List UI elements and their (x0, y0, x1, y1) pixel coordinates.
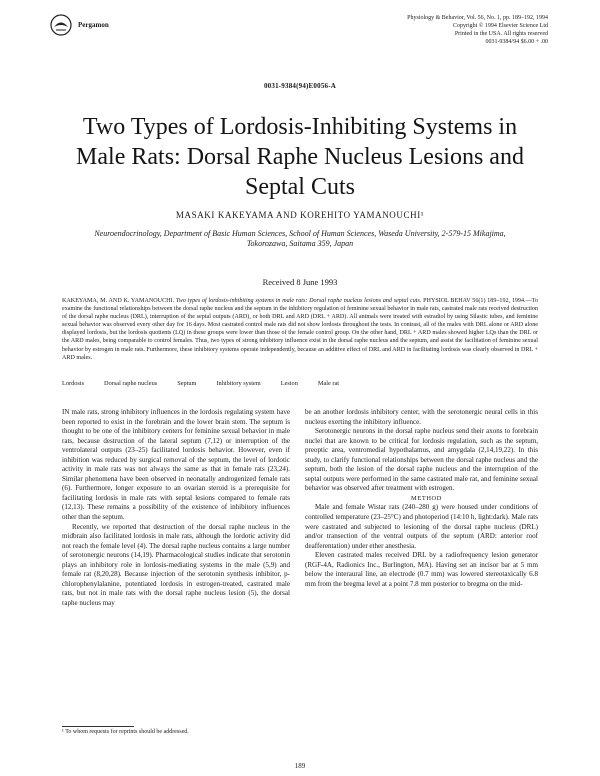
journal-info (358, 14, 548, 46)
journal-issn-line: 0031-9384/94 $6.00 + .00 (485, 39, 548, 45)
abstract-citation: PHYSIOL BEHAV 56(1) 189–192, 1994. (423, 298, 526, 304)
body-paragraph: Recently, we reported that destruction of the dorsal raphe nucleus in the midbrain also facilitated lordosis in male rats, although the lordotic activity did not reach the female level (4). The dorsal raphe nucleus contains a large number of serotonergic neurons (14,19). Pharmacological studies indicate that serotonin plays an inhibitory role in lordosis-mediating systems in the male (5,9) and female rat (8,20,28). Because injection of the serotonin synthesis inhibitor, p-chlorophenylalanine, potentiated lordosis in estrogen-treated, castrated male rats, but not in male rats with the dorsal raphe nucleus lesion (5), the dorsal raphe nucleus may (62, 522, 290, 607)
keyword: Lordosis (62, 380, 85, 387)
right-column (305, 408, 538, 589)
keyword: Male rat (317, 380, 340, 387)
abstract-title: Two types of lordosis-inhibiting systems in male rats: Dorsal raphe nucleus lesions and septal cuts. (175, 298, 422, 304)
keyword: Lesion (280, 380, 298, 387)
abstract-lead: KAKEYAMA, M. AND K. YAMANOUCHI. (62, 298, 175, 304)
method-paragraph: Male and female Wistar rats (240–280 g) were housed under conditions of controlled temperature (23–25°C) and photoperiod (14:10 h, light:dark). Male rats were castrated and subjected to lesioning of the dorsal raphe nucleus (DRL) and/or transection of the ventral outputs of the septum (ARD: anterior roof deafferentation) under ether anesthesia. (305, 503, 538, 550)
pergamon-logo-icon (50, 14, 72, 36)
publisher-logo-group (50, 14, 109, 36)
document-id: 0031-9384(94)E0056-A (263, 82, 337, 90)
keyword: Septum (177, 380, 197, 387)
body-paragraph: be an another lordosis inhibitory center, with the serotonergic neural cells in this nucleus exerting the inhibitory influence. (305, 408, 538, 426)
article-authors: MASAKI KAKEYAMA AND KOREHITO YAMANOUCHI¹ (175, 210, 425, 220)
article-title: Two Types of Lordosis-Inhibiting Systems in Male Rats: Dorsal Raphe Nucleus Lesions and Septal Cuts (76, 114, 524, 200)
section-heading-method: METHOD (411, 494, 442, 502)
journal-printed-line: Printed in the USA. All rights reserved (454, 31, 548, 37)
abstract (62, 297, 538, 362)
journal-citation-line: Physiology & Behavior, Vol. 56, No. 1, pp. 189–192, 1994 (407, 15, 548, 21)
body-paragraph: IN male rats, strong inhibitory influences in the lordosis regulating system have been reported to exist in the forebrain and the lower brain stem. The septum is thought to be one of the inhibitory centers for feminine sexual behavior in male rats, because destruction of the lateral septum (7,12) or interruption of the ventrolateral outputs (23–25) facilitated lordosis behavior. However, even if inhibition was reduced by surgical removal of the septum, the level of lordotic activity in male rats was not always the same as that in female rats (23,24). Similar phenomena have been observed in neonatally androgenized female rats (6). Furthermore, longer exposure to an ovarian steroid is a prerequisite for facilitating lordosis in male rats with septal lesions compared to female rats (12,13). These remains a possibility of the existence of inhibitory influences other than the septum. (62, 408, 290, 522)
author-affiliation: Neuroendocrinology, Department of Basic Human Sciences, School of Human Sciences, Waseda University, 2-579-15 Mikajima, Tokorozawa, Saitama 359, Japan (94, 229, 506, 248)
method-paragraph: Eleven castrated males received DRL by a radiofrequency lesion generator (RGF-4A, Radionics Inc., Burlington, MA). Having set an incisor bar at 5 mm below the interaural line, an electrode (0.7 mm) was lowered stereotaxically 6.8 mm from the bregma level at a point 7.8 mm posterior to bregma on the mid- (305, 551, 538, 588)
keywords (62, 380, 538, 387)
received-date: Received 8 June 1993 (262, 277, 338, 287)
publisher-name: Pergamon (78, 21, 109, 29)
footnote: ¹ To whom requests for reprints should be addressed. (62, 729, 189, 735)
left-column (62, 408, 290, 608)
keyword: Inhibitory system (216, 380, 261, 387)
abstract-body: —To examine the functional relationships between the dorsal raphe nucleus and the septum in the inhibitory regulation of feminine sexual behavior in male rats, castrated male rats received destruction of the dorsal raphe nucleus (DRL), interruption of the septal outputs (ARD), or both DRL and ARD (DRL + ARD). All animals were treated with estradiol by using Silastic tubes, and feminine sexual behavior was observed every other day for 16 days. Most castrated control male rats did not show lordosis throughout the tests. In contrast, all of the males with DRL alone or ARD alone displayed lordosis, but the lordosis quotients (LQ) in these groups were lower than those of the female control group. On the other hand, DRL + ARD males showed higher LQs than the DRL or the ARD males, being comparable to control females. Thus, two types of strong inhibitory influence exist in the dorsal raphe nucleus and the septum, and assist the facilitation of feminine sexual behavior by estrogen in male rats. Furthermore, these inhibitory systems operate independently, because an additive effect of DRL and ARD in facilitating lordosis was clearly observed in DRL + ARD males. (62, 298, 538, 361)
journal-copyright-line: Copyright © 1994 Elsevier Science Ltd (452, 23, 548, 29)
footnote-divider (62, 726, 134, 727)
keyword: Dorsal raphe nucleus (104, 380, 158, 387)
body-paragraph: Serotonergic neurons in the dorsal raphe nucleus send their axons to forebrain nuclei that are known to be critical for lordosis regulation, such as the septum, preoptic area, ventromedial hypothalamus, and amygdala (2,14,19,22). In this study, to clarify functional relationships between the dorsal raphe nucleus and the septum, both the lesion of the dorsal raphe nucleus and the interruption of the septal outputs were performed in the same castrated male rat, and feminine sexual behavior was observed after treatment with estrogen. (305, 427, 538, 493)
page-number: 189 (294, 762, 306, 770)
